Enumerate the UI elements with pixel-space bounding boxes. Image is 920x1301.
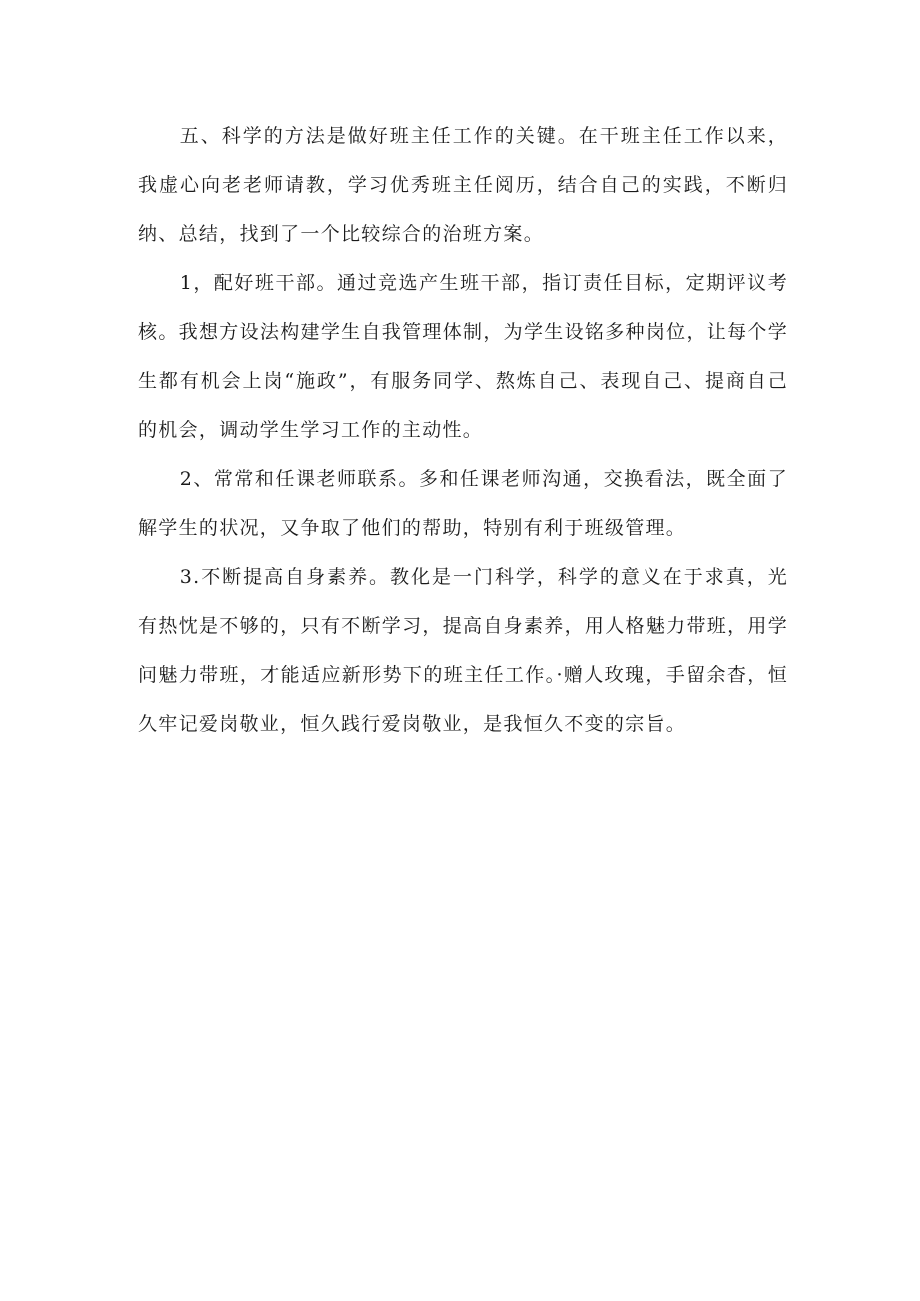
paragraph-self-improvement: 3.不断提高自身素养。教化是一门科学，科学的意义在于求真，光有热忱是不够的，只有不断学习，提高自身素养，用人格魅力带班，用学问魅力带班，才能适应新形势下的班主任工作。·赠人玫瑰，手留余杳，恒久牢记爱岗敬业，恒久践行爱岗敬业，是我恒久不变的宗旨。	[138, 566, 788, 735]
paragraph-class-cadres: 1，配好班干部。通过竞选产生班干部，指订责任目标，定期评议考核。我想方设法构建学生自我管理体制，为学生设铭多种岗位，让每个学生都有机会上岗“施政”，有服务同学、熬炼自己、表现自己、提商自己的机会，调动学生学习工作的主动性。	[138, 272, 788, 441]
paragraph-teacher-contact: 2、常常和任课老师联系。多和任课老师沟通，交换看法，既全面了解学生的状况，又争取了他们的帮助，特别有利于班级管理。	[138, 468, 788, 539]
paragraph-method-key: 五、科学的方法是做好班主任工作的关键。在干班主任工作以来，我虚心向老老师请教，学习优秀班主任阅历，结合自己的实践，不断归纳、总结，找到了一个比较综合的治班方案。	[138, 125, 788, 245]
document-body	[138, 112, 788, 749]
